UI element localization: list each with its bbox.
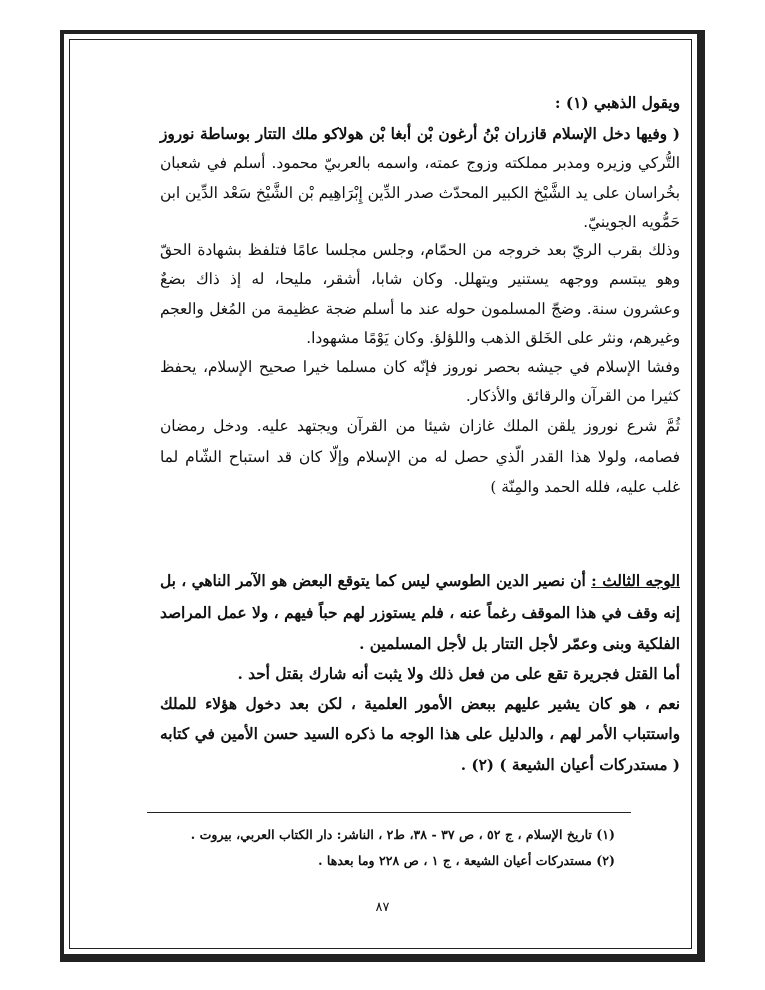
footnote-1: (١) تاريخ الإسلام ، ج ٥٢ ، ص ٣٧ - ٣٨، ط٢ ، الناشر: دار الكتاب العربي، بيروت .	[190, 827, 615, 842]
quote-line: وغيرهم، ونثر على الخَلق الذهب واللؤلؤ. وكان يَوْمًا مشهودا.	[306, 329, 680, 347]
footnote-divider	[147, 812, 631, 813]
quote-line: حَمُّويه الجوينيّ.	[583, 213, 680, 231]
footnote-2: (٢) مستدركات أعيان الشيعة ، ج ١ ، ص ٢٢٨ وما بعدها .	[318, 853, 615, 868]
quote-line: بخُراسان على يد الشَّيْخ الكبير المحدّث صدر الدِّين إِبْرَاهِيم بْن الشَّيْخ سَعْد الدِّين ابن	[160, 184, 680, 202]
section-line: أن نصير الدين الطوسي ليس كما يتوقع البعض هو الآمر الناهي ، بل	[160, 572, 586, 590]
section-line: ( مستدركات أعيان الشيعة ) (٢) .	[460, 756, 680, 774]
section-line: الفلكية وبنى وعمّر لأجل التتار بل لأجل المسلمين .	[359, 635, 680, 653]
page-number: ٨٧	[375, 900, 390, 915]
quote-line: غلب عليه، فلله الحمد والمِنّة )	[490, 478, 680, 496]
quote-line: فصامه، ولولا هذا القدر الّذي حصل له من الإسلام وإلّا كان قد استباح الشّام لما	[160, 448, 680, 466]
quote-line: كثيرا من القرآن والرقائق والأذكار.	[465, 387, 680, 405]
section-line: إنه وقف في هذا الموقف رغماً عنه ، فلم يستوزر لهم حباً فيهم ، ولا عمل المراصد	[160, 604, 680, 622]
quote-line: ثُمَّ شرع نوروز يلقن الملك غازان شيئا من القرآن ويجتهد عليه. ودخل رمضان	[160, 417, 680, 435]
quote-line: وفشا الإسلام في جيشه بحصر نوروز فإنّه كان مسلما خيرا صحيح الإسلام، يحفظ	[160, 358, 680, 376]
quote-line: ( وفيها دخل الإسلام قازران بْنُ أرغون بْن أبغا بْن هولاكو ملك التتار بوساطة نوروز	[160, 125, 680, 143]
section-first-line	[160, 571, 680, 591]
section-line: واستتباب الأمر لهم ، والدليل على هذا الوجه ما ذكره السيد حسن الأمين في كتابه	[160, 725, 680, 743]
quote-line: التُّركي وزيره ومدبر مملكته وزوج عمته، واسمه بالعربيّ محمود. أسلم في شعبان	[160, 154, 680, 172]
section-line: أما القتل فجريرة تقع على من فعل ذلك ولا يثبت أنه شارك بقتل أحد .	[237, 665, 680, 683]
quote-line: وعشرون سنة. وضجّ المسلمون حوله عند ما أسلم ضجة عظيمة من المُغل والعجم	[160, 300, 680, 318]
quote-line: وذلك بقرب الريّ بعد خروجه من الحمّام، وجلس مجلسا عامًا فتلفظ بشهادة الحقّ	[160, 241, 680, 259]
section-line: نعم ، هو كان يشير عليهم ببعض الأمور العلمية ، لكن بعد دخول هؤلاء للملك	[160, 695, 680, 713]
section-heading: الوجه الثالث :	[591, 572, 681, 590]
quote-intro: ويقول الذهبي (١) :	[554, 94, 680, 112]
quote-line: وهو يبتسم ووجهه يستنير ويتهلل. وكان شابا، أشقر، مليحا، له إذ ذاك بضعٌ	[160, 270, 680, 288]
